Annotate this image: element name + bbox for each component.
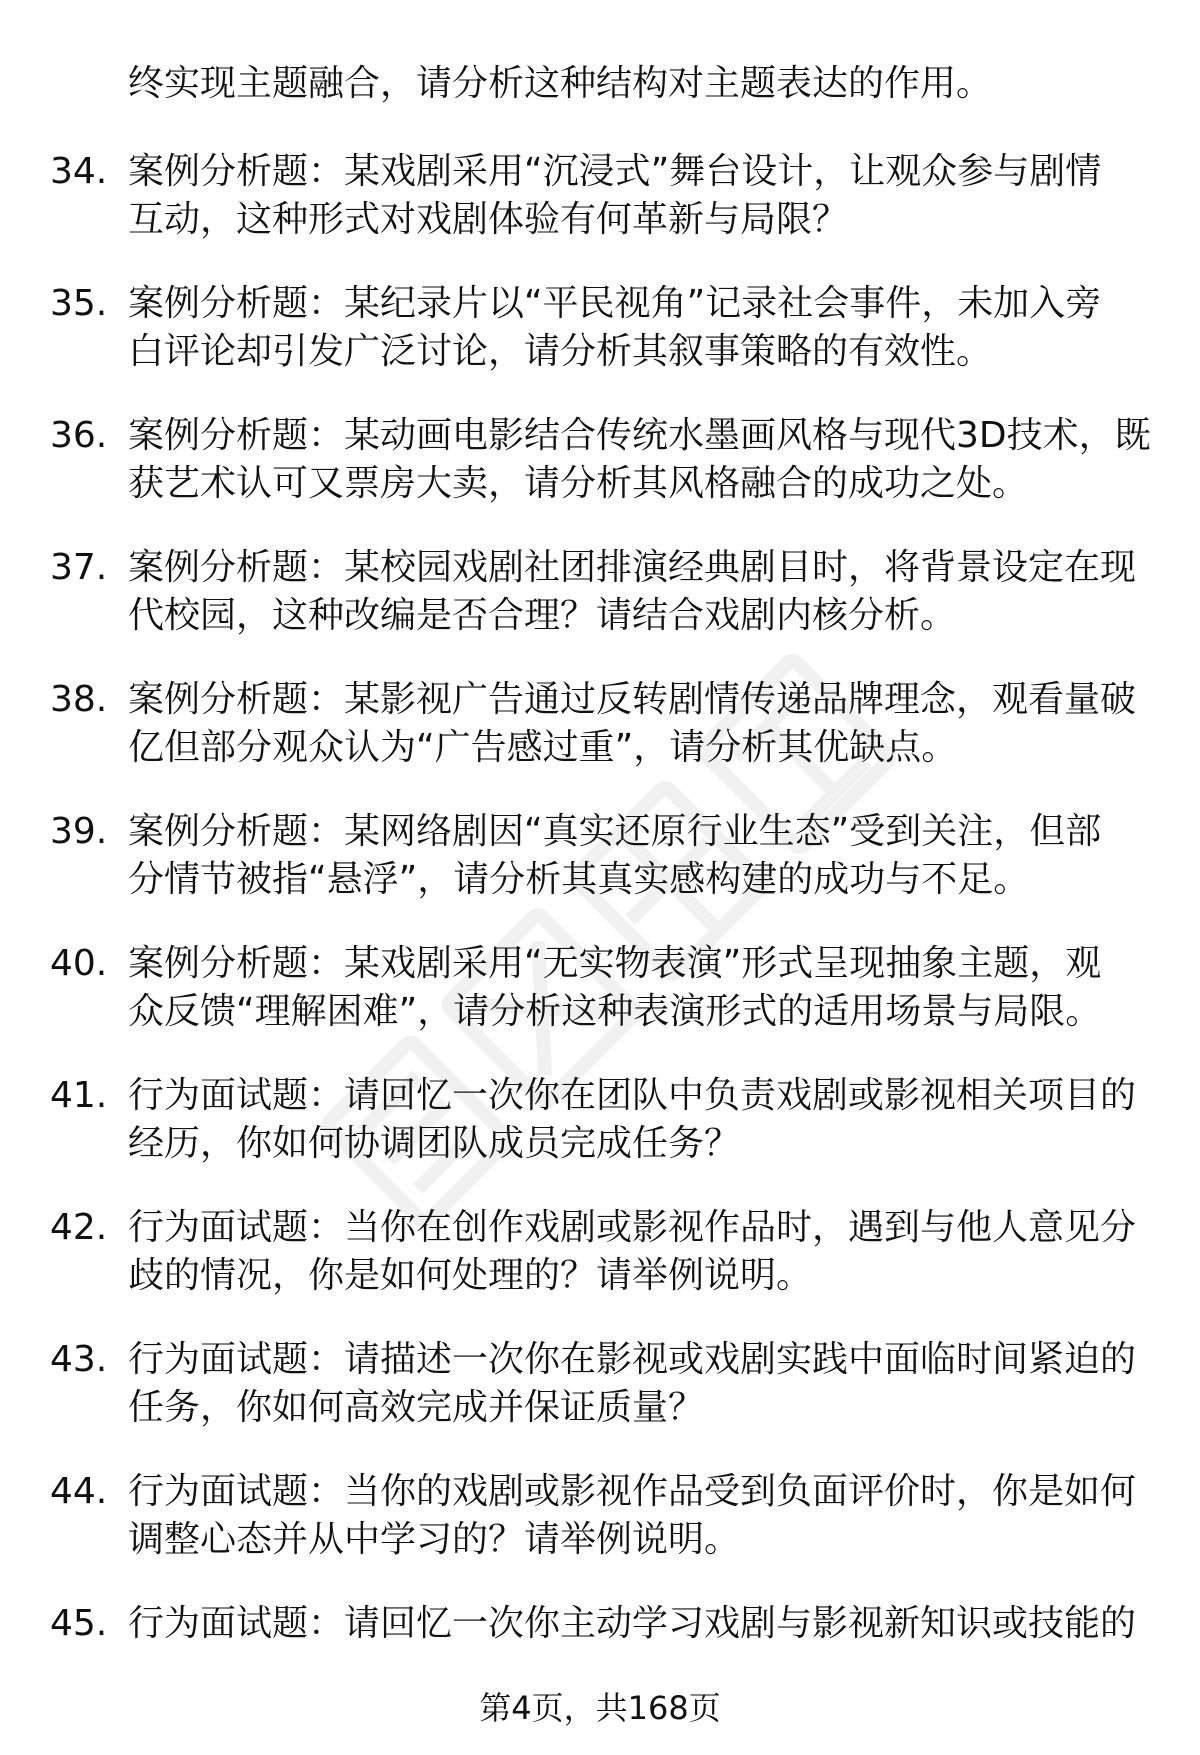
question-text — [128, 1336, 1138, 1432]
question-line: 白评论却引发广泛讨论，请分析其叙事策略的有效性。 — [128, 331, 993, 372]
question-number: 35. — [50, 283, 108, 324]
question-line: 调整心态并从中学习的？请举例说明。 — [128, 1519, 741, 1560]
question-text — [128, 280, 1138, 376]
question-text — [128, 940, 1138, 1036]
question-number: 43. — [50, 1339, 108, 1380]
question-line: 亿但部分观众认为“广告感过重”，请分析其优缺点。 — [128, 727, 958, 768]
question-item — [0, 940, 1200, 1072]
question-line: 互动，这种形式对戏剧体验有何革新与局限？ — [128, 199, 849, 240]
question-line: 行为面试题：请回忆一次你在团队中负责戏剧或影视相关项目的 — [128, 1075, 1137, 1116]
question-line: 案例分析题：某网络剧因“真实还原行业生态”受到关注，但部 — [128, 811, 1102, 852]
question-text — [128, 676, 1138, 772]
question-text — [128, 1072, 1138, 1168]
question-number: 41. — [50, 1075, 108, 1116]
question-text — [128, 808, 1138, 904]
question-number: 42. — [50, 1207, 108, 1248]
question-number: 34. — [50, 151, 108, 192]
question-number: 37. — [50, 547, 108, 588]
question-item — [0, 148, 1200, 280]
question-line: 案例分析题：某戏剧采用“无实物表演”形式呈现抽象主题，观 — [128, 943, 1102, 984]
question-item — [0, 544, 1200, 676]
question-text — [128, 1468, 1138, 1564]
question-line: 歧的情况，你是如何处理的？请举例说明。 — [128, 1255, 813, 1296]
question-number: 45. — [50, 1603, 108, 1644]
question-text — [128, 1204, 1138, 1300]
question-item — [0, 1468, 1200, 1600]
question-line: 众反馈“理解困难”，请分析这种表演形式的适用场景与局限。 — [128, 991, 1102, 1032]
question-item — [0, 808, 1200, 940]
question-number: 39. — [50, 811, 108, 852]
question-number: 44. — [50, 1471, 108, 1512]
question-line: 案例分析题：某校园戏剧社团排演经典剧目时，将背景设定在现 — [128, 547, 1137, 588]
question-line: 代校园，这种改编是否合理？请结合戏剧内核分析。 — [128, 595, 957, 636]
question-text — [128, 148, 1138, 244]
question-line: 分情节被指“悬浮”，请分析其真实感构建的成功与不足。 — [128, 859, 1030, 900]
question-item — [0, 280, 1200, 412]
question-line: 经历，你如何协调团队成员完成任务？ — [128, 1123, 741, 1164]
question-list — [0, 148, 1200, 1732]
question-number: 36. — [50, 415, 108, 456]
question-number: 38. — [50, 679, 108, 720]
continuation-text: 终实现主题融合，请分析这种结构对主题表达的作用。 — [128, 63, 993, 104]
question-line: 案例分析题：某戏剧采用“沉浸式”舞台设计，让观众参与剧情 — [128, 151, 1102, 192]
question-line: 获艺术认可又票房大卖，请分析其风格融合的成功之处。 — [128, 463, 1029, 504]
question-line: 任务，你如何高效完成并保证质量？ — [128, 1387, 705, 1428]
question-item — [0, 676, 1200, 808]
question-line: 案例分析题：某影视广告通过反转剧情传递品牌理念，观看量破 — [128, 679, 1137, 720]
question-item — [0, 1336, 1200, 1468]
question-line: 行为面试题：请描述一次你在影视或戏剧实践中面临时间紧迫的 — [128, 1339, 1137, 1380]
question-text — [128, 544, 1138, 640]
question-line: 案例分析题：某动画电影结合传统水墨画风格与现代3D技术，既 — [128, 415, 1151, 456]
question-item — [0, 412, 1200, 544]
question-item — [0, 1072, 1200, 1204]
question-text — [128, 1600, 1138, 1648]
question-text — [128, 412, 1151, 508]
question-line: 案例分析题：某纪录片以“平民视角”记录社会事件，未加入旁 — [128, 283, 1102, 324]
question-item — [0, 1204, 1200, 1336]
page-footer: 第4页，共168页 — [479, 1689, 721, 1727]
question-line: 行为面试题：当你的戏剧或影视作品受到负面评价时，你是如何 — [128, 1471, 1137, 1512]
question-number: 40. — [50, 943, 108, 984]
question-line: 行为面试题：当你在创作戏剧或影视作品时，遇到与他人意见分 — [128, 1207, 1137, 1248]
question-line: 行为面试题：请回忆一次你主动学习戏剧与影视新知识或技能的 — [128, 1603, 1137, 1644]
